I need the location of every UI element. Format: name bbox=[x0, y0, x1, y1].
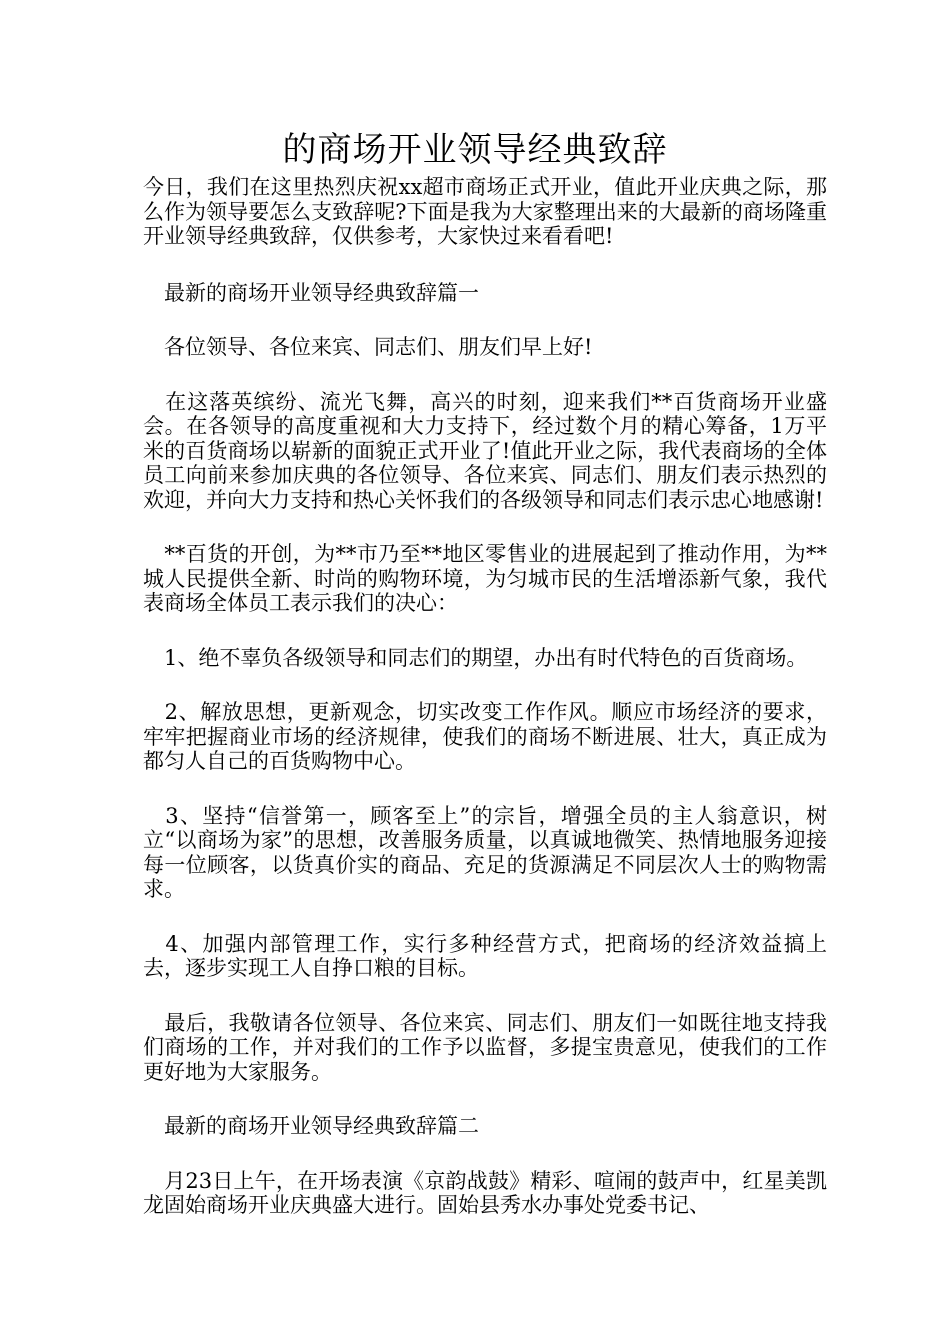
section-heading-one: 最新的商场开业领导经典致辞篇一 bbox=[143, 280, 479, 305]
document-body bbox=[143, 175, 827, 1218]
closing-paragraph: 最后，我敬请各位领导、各位来宾、同志们、朋友们一如既往地支持我们商场的工作，并对我们的工作予以监督，多提宝贵意见，使我们的工作更好地为大家服务。 bbox=[143, 1010, 827, 1084]
pledge-item-4: 4、加强内部管理工作，实行多种经营方式，把商场的经济效益搞上去，逐步实现工人自挣口粮的目标。 bbox=[143, 931, 827, 980]
pledge-item-2: 2、解放思想，更新观念，切实改变工作作风。顺应市场经济的要求，牢牢把握商业市场的经济规律，使我们的商场不断进展、壮大，真正成为都匀人自己的百货购物中心。 bbox=[143, 700, 827, 773]
section-two-paragraph: 月23日上午，在开场表演《京韵战鼓》精彩、喧闹的鼓声中，红星美凯龙固始商场开业庆典盛大进行。固始县秀水办事处党委书记、 bbox=[143, 1168, 827, 1217]
document-title: 的商场开业领导经典致辞 bbox=[282, 130, 668, 170]
pledge-intro-paragraph: **百货的开创，为**市乃至**地区零售业的进展起到了推动作用，为**城人民提供全新、时尚的购物环境，为匀城市民的生活增添新气象，我代表商场全体员工表示我们的决心： bbox=[143, 542, 827, 615]
opening-paragraph: 在这落英缤纷、流光飞舞，高兴的时刻，迎来我们**百货商场开业盛会。在各领导的高度重视和大力支持下，经过数个月的精心筹备，1万平米的百货商场以崭新的面貌正式开业了!值此开业之际，我代表商场的全体员工向前来参加庆典的各位领导、各位来宾、同志们、朋友们表示热烈的欢迎，并向大力支持和热心关怀我们的各级领导和同志们表示忠心地感谢! bbox=[143, 389, 827, 512]
pledge-item-1: 1、绝不辜负各级领导和同志们的期望，办出有时代特色的百货商场。 bbox=[143, 645, 808, 670]
pledge-item-3: 3、坚持“信誉第一，顾客至上”的宗旨，增强全员的主人翁意识，树立“以商场为家”的思想，改善服务质量，以真诚地微笑、热情地服务迎接每一位顾客，以货真价实的商品、充足的货源满足不同层次人士的购物需求。 bbox=[143, 803, 827, 901]
greeting-paragraph: 各位领导、各位来宾、同志们、朋友们早上好! bbox=[143, 335, 593, 359]
intro-paragraph: 今日，我们在这里热烈庆祝xx超市商场正式开业，值此开业庆典之际，那么作为领导要怎么支致辞呢?下面是我为大家整理出来的大最新的商场隆重开业领导经典致辞，仅供参考，大家快过来看看吧! bbox=[143, 175, 827, 248]
section-heading-two: 最新的商场开业领导经典致辞篇二 bbox=[143, 1114, 479, 1138]
